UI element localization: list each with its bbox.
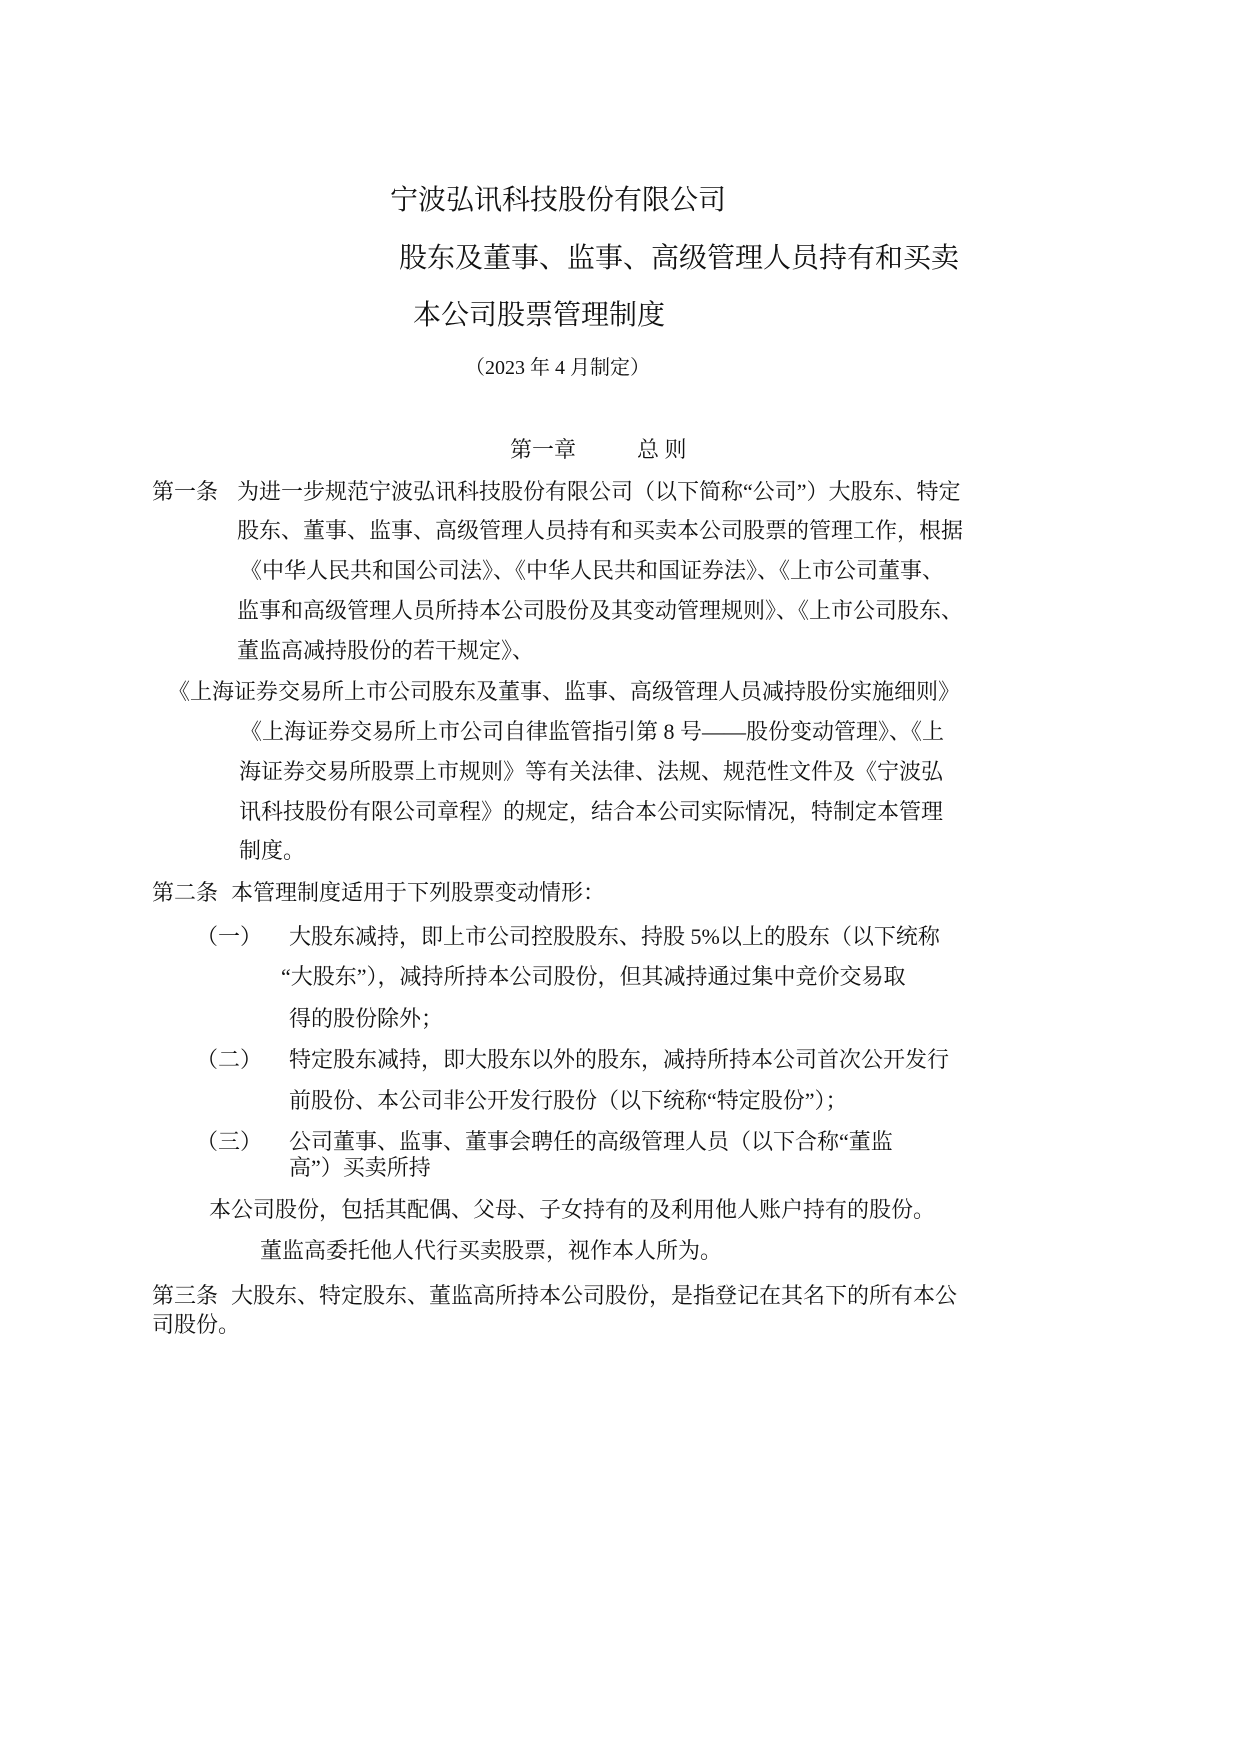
- article-2-intro: 本管理制度适用于下列股票变动情形：: [231, 880, 606, 905]
- article-3-label: 第三条: [152, 1283, 219, 1308]
- article-1-line: 海证券交易所股票上市规则》等有关法律、法规、规范性文件及《宁波弘: [239, 759, 944, 784]
- list-item-line: 高”）买卖所持: [289, 1155, 431, 1180]
- article-1-line: 为进一步规范宁波弘讯科技股份有限公司（以下简称“公司”）大股东、特定: [237, 479, 961, 504]
- list-item-marker: （三）: [196, 1129, 263, 1154]
- list-item-line: 公司董事、监事、董事会聘任的高级管理人员（以下合称“董监: [289, 1129, 893, 1154]
- list-item-line: “大股东”），减持所持本公司股份，但其减持通过集中竞价交易取: [281, 964, 906, 989]
- list-item-line: 大股东减持，即上市公司控股股东、持股 5%以上的股东（以下统称: [289, 924, 940, 949]
- doc-title-subject-2: 本公司股票管理制度: [413, 299, 666, 330]
- doc-date: （2023 年 4 月制定）: [465, 357, 650, 379]
- list-item-line: 得的股份除外；: [289, 1006, 444, 1031]
- article-3-line: 大股东、特定股东、董监高所持本公司股份，是指登记在其名下的所有本公: [231, 1283, 958, 1308]
- article-1-line: 董监高减持股份的若干规定》、: [237, 638, 535, 663]
- article-1-line: 《上海证券交易所上市公司股东及董事、监事、高级管理人员减持股份实施细则》: [168, 679, 961, 704]
- article-1-line: 制度。: [239, 838, 306, 863]
- list-item-line: 特定股东减持，即大股东以外的股东，减持所持本公司首次公开发行: [289, 1047, 950, 1072]
- doc-title-subject: 股东及董事、监事、高级管理人员持有和买卖: [399, 242, 960, 273]
- chapter-number: 第一章: [510, 437, 577, 462]
- list-item-marker: （二）: [196, 1047, 263, 1072]
- doc-title-company: 宁波弘讯科技股份有限公司: [390, 184, 727, 215]
- article-1-line: 讯科技股份有限公司章程》的规定，结合本公司实际情况，特制定本管理: [239, 799, 944, 824]
- list-item-marker: （一）: [196, 924, 263, 949]
- article-1-label: 第一条: [152, 479, 219, 504]
- article-2-label: 第二条: [152, 880, 219, 905]
- article-1-line: 《中华人民共和国公司法》、《中华人民共和国证券法》、《上市公司董事、: [240, 558, 945, 583]
- article-2-tail: 董监高委托他人代行买卖股票，视作本人所为。: [260, 1238, 723, 1263]
- article-1-line: 《上海证券交易所上市公司自律监管指引第 8 号——股份变动管理》、《上: [240, 719, 945, 744]
- article-2-tail: 本公司股份，包括其配偶、父母、子女持有的及利用他人账户持有的股份。: [209, 1197, 936, 1222]
- list-item-line: 前股份、本公司非公开发行股份（以下统称“特定股份”）；: [289, 1088, 848, 1113]
- article-1-line: 监事和高级管理人员所持本公司股份及其变动管理规则》、《上市公司股东、: [237, 598, 964, 623]
- chapter-name: 总 则: [637, 437, 687, 462]
- article-3-line: 司股份。: [152, 1312, 241, 1337]
- article-1-line: 股东、董事、监事、高级管理人员持有和买卖本公司股票的管理工作，根据: [237, 518, 964, 543]
